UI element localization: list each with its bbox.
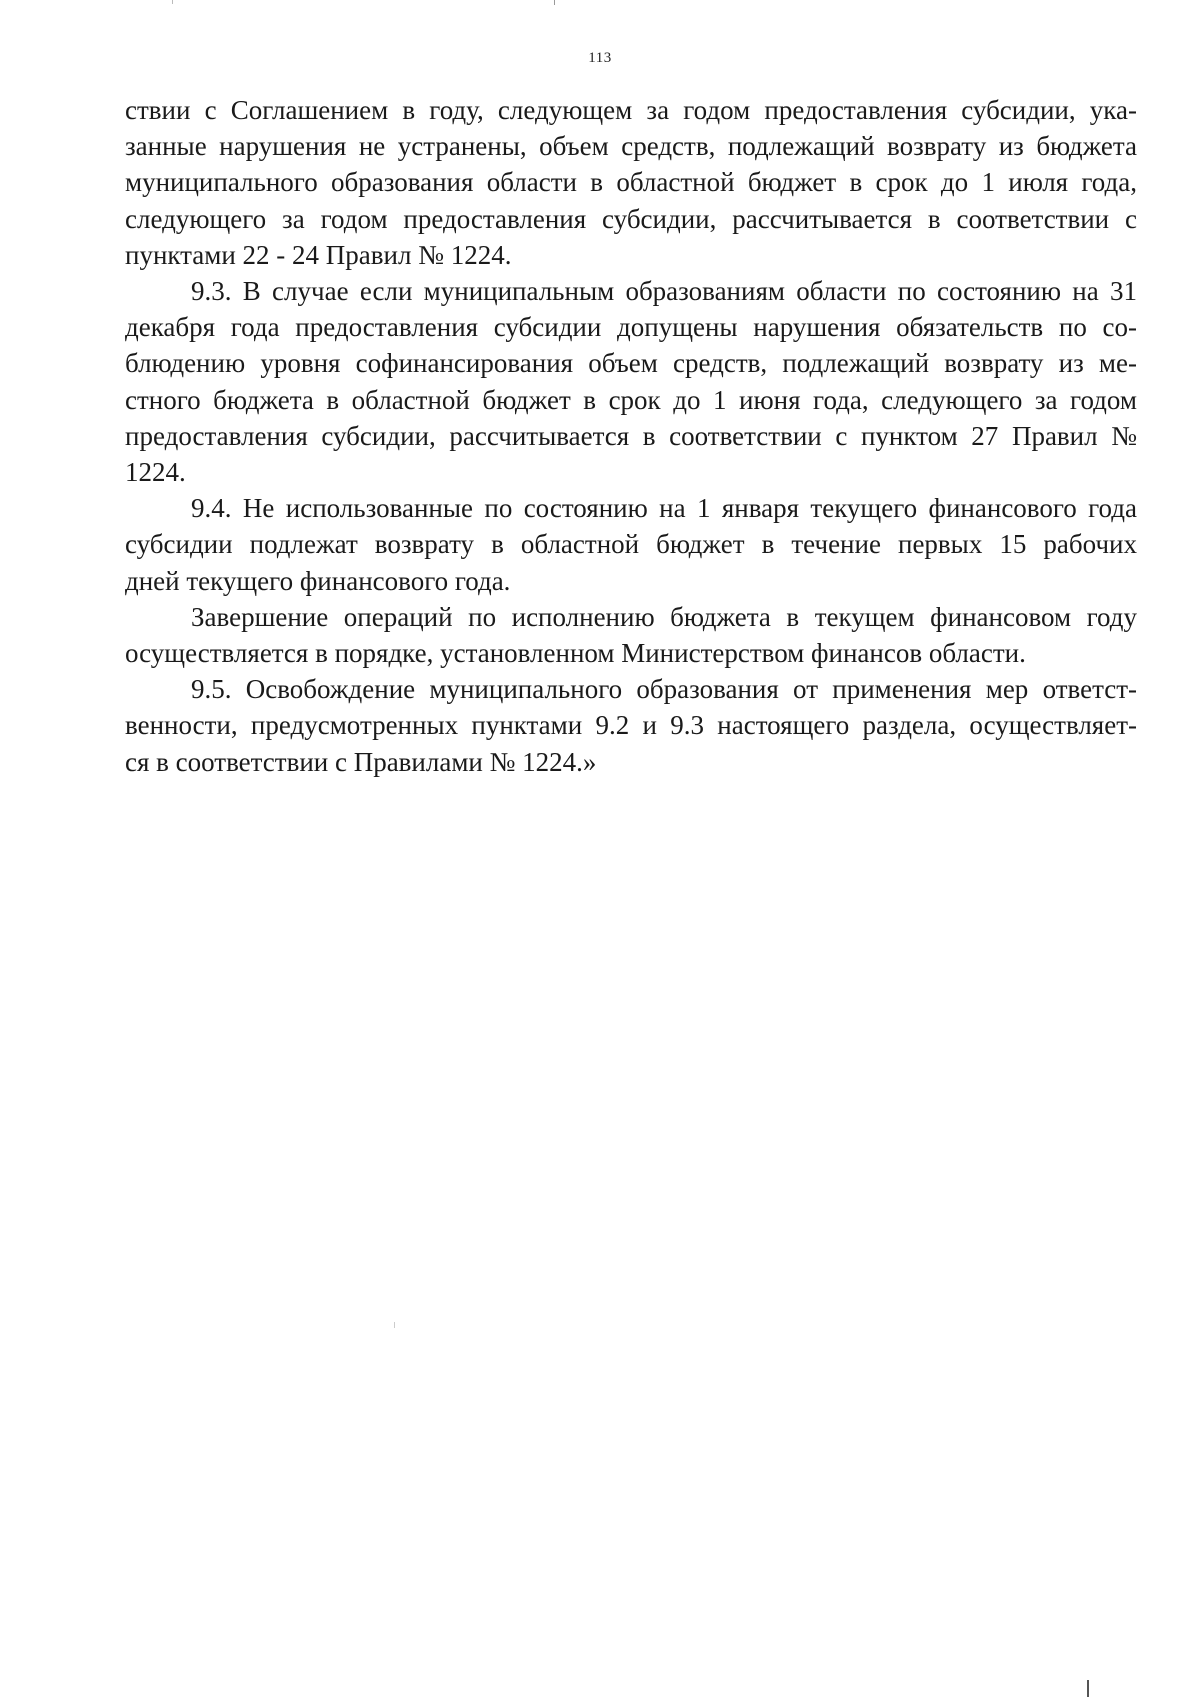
text-line: следующего за годом предоставления субсидии, рассчитывается в соответствии с	[125, 203, 1137, 234]
text-line: пунктами 22 - 24 Правил № 1224.	[125, 239, 512, 270]
text-line: блюдению уровня софинансирования объем средств, подлежащий возврату из ме-	[125, 348, 1137, 379]
text-line: ствии с Соглашением в году, следующем за годом предоставления субсидии, ука-	[125, 95, 1137, 125]
document-body	[125, 92, 1137, 780]
text-line: субсидии подлежат возврату в областной бюджет в течение первых 15 рабочих	[125, 529, 1137, 560]
paragraph-9-5	[125, 671, 1137, 780]
paragraph-completion	[125, 599, 1137, 671]
scan-mark-top-center	[554, 0, 555, 5]
paragraph-9-3	[125, 273, 1137, 490]
text-line: осуществляется в порядке, установленном Министерством финансов области.	[125, 638, 1026, 669]
text-line: 9.3. В случае если муниципальным образованиям области по состоянию на 31	[191, 276, 1137, 307]
text-line: дней текущего финансового года.	[125, 565, 511, 596]
text-line: 9.4. Не использованные по состоянию на 1 января текущего финансового года	[191, 493, 1137, 524]
text-line: венности, предусмотренных пунктами 9.2 и 9.3 настоящего раздела, осуществляет-	[125, 710, 1137, 741]
text-line: декабря года предоставления субсидии допущены нарушения обязательств по со-	[125, 312, 1137, 343]
scan-mark-bottom-right	[1087, 1680, 1089, 1697]
page-number: 113	[588, 50, 612, 66]
scan-mark-middle	[394, 1322, 395, 1328]
text-line: занные нарушения не устранены, объем средств, подлежащий возврату из бюджета	[125, 131, 1137, 162]
text-line: предоставления субсидии, рассчитывается в соответствии с пунктом 27 Правил №	[125, 420, 1137, 451]
text-line: 9.5. Освобождение муниципального образования от применения мер ответст-	[191, 674, 1137, 705]
scan-mark-top-left	[172, 0, 173, 4]
text-line: муниципального образования области в областной бюджет в срок до 1 июля года,	[125, 167, 1137, 198]
text-line: ся в соответствии с Правилами № 1224.»	[125, 746, 597, 777]
paragraph-9-4	[125, 490, 1137, 599]
text-line: стного бюджета в областной бюджет в срок до 1 июня года, следующего за годом	[125, 384, 1137, 415]
text-line: 1224.	[125, 457, 186, 488]
text-line: Завершение операций по исполнению бюджета в текущем финансовом году	[191, 601, 1137, 632]
paragraph-continuation	[125, 92, 1137, 273]
